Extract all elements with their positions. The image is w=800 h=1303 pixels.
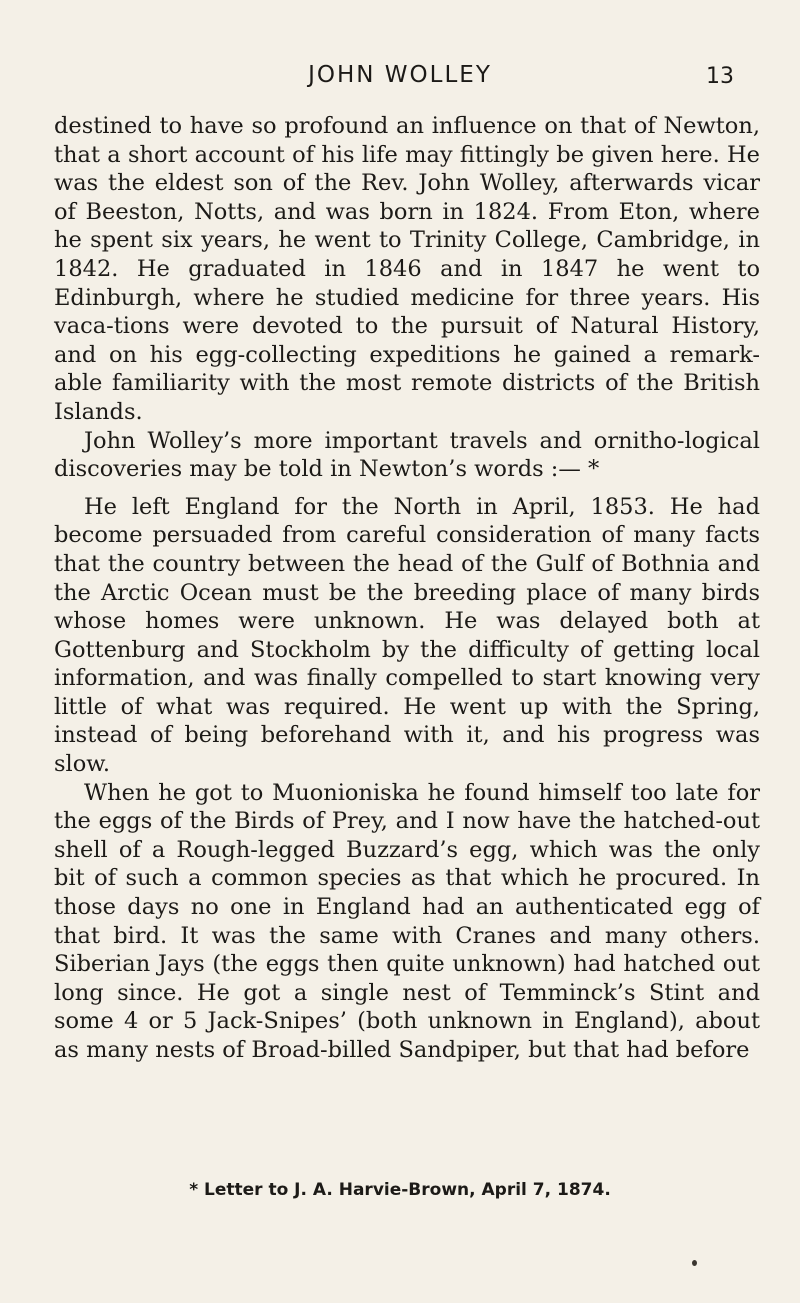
paragraph-travels: John Wolley’s more important travels and ornitho-logical discoveries may be told in Newton’s words :— * [54, 427, 760, 483]
ink-speck [692, 1260, 697, 1266]
running-title: JOHN WOLLEY [308, 62, 492, 88]
footnote: * Letter to J. A. Harvie-Brown, April 7, 1874. [189, 1180, 611, 1200]
paragraph-quote-1: He left England for the North in April, 1853. He had become persuaded from careful consideration of many facts that the country between the head of the Gulf of Bothnia and the Arctic Ocean must be the breeding place of many birds whose homes were unknown. He was delayed both at Gottenburg and Stockholm by the difficulty of getting local information, and was finally compelled to start knowing very little of what was required. He went up with the Spring, instead of being beforehand with it, and his progress was slow. [54, 493, 760, 778]
page-header [40, 62, 760, 92]
paragraph-quote-2: When he got to Muonioniska he found himself too late for the eggs of the Birds of Prey, and I now have the hatched-out shell of a Rough-legged Buzzard’s egg, which was the only bit of such a common species as that which he procured. In those days no one in England had an authenticated egg of that bird. It was the same with Cranes and many others. Siberian Jays (the eggs then quite unknown) had hatched out long since. He got a single nest of Temminck’s Stint and some 4 or 5 Jack-Snipes’ (both unknown in England), about as many nests of Broad-billed Sandpiper, but that had before [54, 779, 760, 1063]
paragraph-intro: destined to have so profound an influence on that of Newton, that a short account of his life may fittingly be given here. He was the eldest son of the Rev. John Wolley, afterwards vicar of Beeston, Notts, and was born in 1824. From Eton, where he spent six years, he went to Trinity College, Cambridge, in 1842. He graduated in 1846 and in 1847 he went to Edinburgh, where he studied medicine for three years. His vaca-tions were devoted to the pursuit of Natural History, and on his egg-collecting expeditions he gained a remark-able familiarity with the most remote districts of the British Islands. [54, 113, 760, 425]
body-text [54, 112, 760, 1065]
page-number: 13 [706, 64, 734, 89]
